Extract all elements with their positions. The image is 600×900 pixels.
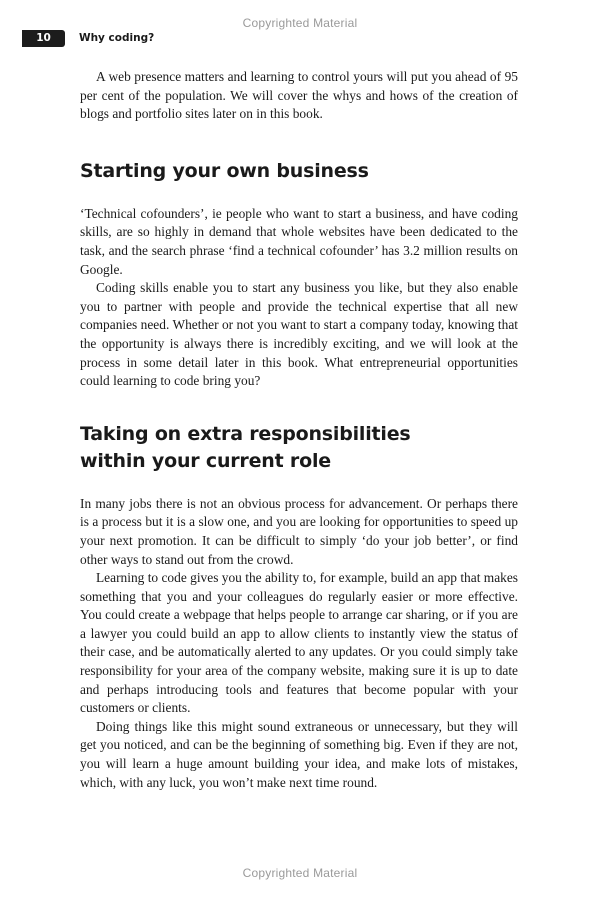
responsibilities-paragraph-3: Doing things like this might sound extraneous or unnecessary, but they will get you noticed, and can be the beginning of something big. Even if they are not, you will learn a huge amount building your idea, and make lots of mistakes, which, with any luck, you won’t make next time round. <box>80 718 518 790</box>
heading-line-2: within your current role <box>80 449 331 472</box>
intro-paragraph: A web presence matters and learning to control yours will put you ahead of 95 per cent of the population. We will cover the whys and hows of the creation of blogs and portfolio sites later on in this book. <box>80 69 518 122</box>
chapter-title: Why coding? <box>79 32 155 44</box>
running-header <box>22 29 154 47</box>
business-paragraph-1: ‘Technical cofounders’, ie people who want to start a business, and have coding skills, are so highly in demand that whole websites have been dedicated to the task, and the search phrase ‘find a technical cofounder’ has 3.2 million results on Google. <box>80 205 518 277</box>
business-paragraph-2: Coding skills enable you to start any business you like, but they also enable you to partner with people and provide the technical expertise that all new companies need. Whether or not you want to start a company today, knowing that the opportunity is always there is incredibly exciting, and we will look at the process in some detail later in this book. What entrepreneurial opportunities could learning to code bring you? <box>80 280 518 389</box>
page-number: 10 <box>22 30 65 47</box>
responsibilities-paragraph-1: In many jobs there is not an obvious process for advancement. Or perhaps there is a process but it is a slow one, and you are looking for opportunities to speed up your next promotion. It can be difficult to simply ‘do your job better’, or find other ways to stand out from the crowd. <box>80 495 518 567</box>
section-heading-business: Starting your own business <box>80 159 369 182</box>
page-body <box>80 68 518 792</box>
heading-line-1: Taking on extra responsibilities <box>80 422 411 445</box>
responsibilities-paragraph-2: Learning to code gives you the ability to, for example, build an app that makes something that you and your colleagues do regularly easier or more effective. You could create a webpage that helps people to arrange car sharing, or if you are a lawyer you could build an app to allow clients to instantly view the status of their case, and be automatically alerted to any updates. Or you could simply take responsibility for your area of the company website, making sure it is up to date and perhaps introducing tools and features that become popular with your customers or clients. <box>80 570 518 716</box>
copyright-watermark-top: Copyrighted Material <box>242 16 358 30</box>
copyright-watermark-bottom: Copyrighted Material <box>242 866 358 880</box>
section-heading-responsibilities <box>80 421 518 475</box>
